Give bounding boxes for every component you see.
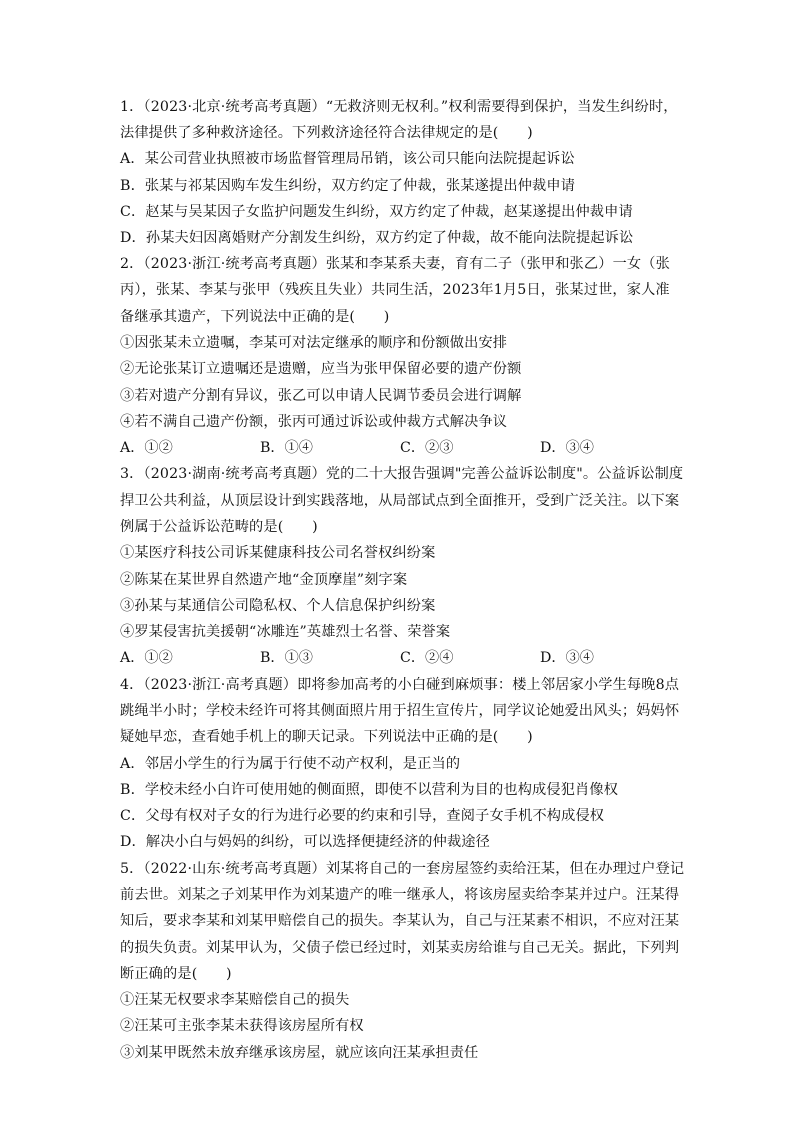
q4-option-b: B．学校未经小白许可使用她的侧面照，即使不以营利为目的也构成侵犯肖像权 [120, 782, 619, 798]
q2-option-c: C．②③ [400, 440, 454, 456]
q3-option-a: A．①② [120, 650, 173, 666]
q5-item-2: ②汪某可主张李某未获得该房屋所有权 [120, 1018, 364, 1034]
q4-line-2: 跳绳半小时；学校未经许可将其侧面照片用于招生宣传片，同学议论她爱出风头；妈妈怀 [120, 703, 680, 719]
q1-option-b: B．张某与祁某因购车发生纠纷，双方约定了仲裁，张某遂提出仲裁申请 [120, 178, 576, 194]
q4-option-d: D．解决小白与妈妈的纠纷，可以选择便捷经济的仲裁途径 [120, 834, 490, 850]
q4-option-a: A．邻居小学生的行为属于行使不动产权利，是正当的 [120, 756, 461, 772]
q3-line-2: 捍卫公共利益，从顶层设计到实践落地，从局部试点到全面推开，受到广泛关注。以下案 [120, 493, 680, 509]
q3-item-3: ③孙某与某通信公司隐私权、个人信息保护纠纷案 [120, 598, 436, 614]
q2-options [120, 438, 700, 458]
q5-line-5: 断正确的是( ) [120, 966, 232, 982]
q2-option-d: D．③④ [540, 440, 594, 456]
q4-option-c: C．父母有权对子女的行为进行必要的约束和引导，查阅子女手机不构成侵权 [120, 808, 605, 824]
q2-item-1: ①因张某未立遗嘱，李某可对法定继承的顺序和份额做出安排 [120, 335, 508, 351]
q5-line-3: 知后，要求李某和刘某甲赔偿自己的损失。李某认为，自己与汪某素不相识，不应对汪某 [120, 913, 680, 929]
q1-option-c: C．赵某与吴某因子女监护问题发生纠纷，双方约定了仲裁，赵某遂提出仲裁申请 [120, 204, 633, 220]
q5-item-1: ①汪某无权要求李某赔偿自己的损失 [120, 992, 350, 1008]
q2-line-2: 丙），张某、李某与张甲（残疾且失业）共同生活，2023年1月5日，张某过世，家人准 [120, 282, 670, 298]
q3-options [120, 648, 700, 668]
q2-option-b: B．①④ [260, 440, 313, 456]
q1-option-d: D．孙某夫妇因离婚财产分割发生纠纷，双方约定了仲裁，故不能向法院提起诉讼 [120, 230, 634, 246]
q5-item-3: ③刘某甲既然未放弃继承该房屋，就应该向汪某承担责任 [120, 1045, 479, 1061]
q3-item-1: ①某医疗科技公司诉某健康科技公司名誉权纠纷案 [120, 545, 436, 561]
q4-line-1: 4．（2023·浙江·高考真题）即将参加高考的小白碰到麻烦事：楼上邻居家小学生每晚8点 [120, 677, 680, 693]
q3-option-c: C．②④ [400, 650, 454, 666]
q3-item-4: ④罗某侵害抗美援朝“冰雕连”英雄烈士名誉、荣誉案 [120, 624, 451, 640]
q5-line-2: 前去世。刘某之子刘某甲作为刘某遗产的唯一继承人，将该房屋卖给李某并过户。汪某得 [120, 887, 680, 903]
q5-line-4: 的损失负责。刘某甲认为，父债子偿已经过时，刘某卖房给谁与自己无关。据此，下列判 [120, 940, 680, 956]
q2-item-4: ④若不满自己遗产份额，张丙可通过诉讼或仲裁方式解决争议 [120, 414, 508, 430]
q1-line-1: 1．（2023·北京·统考高考真题）“无救济则无权利。”权利需要得到保护，当发生纠纷时， [120, 99, 678, 115]
q1-option-a: A．某公司营业执照被市场监督管理局吊销，该公司只能向法院提起诉讼 [120, 151, 575, 167]
q3-line-3: 例属于公益诉讼范畴的是( ) [120, 519, 318, 535]
q2-item-2: ②无论张某订立遗嘱还是遗赠，应当为张甲保留必要的遗产份额 [120, 361, 522, 377]
q4-line-3: 疑她早恋，查看她手机上的聊天记录。下列说法中正确的是( ) [120, 729, 533, 745]
q1-line-2: 法律提供了多种救济途径。下列救济途径符合法律规定的是( ) [120, 125, 533, 141]
q2-line-1: 2．（2023·浙江·统考高考真题）张某和李某系夫妻，育有二子（张甲和张乙）一女（张 [120, 256, 670, 272]
q5-line-1: 5．（2022·山东·统考高考真题）刘某将自己的一套房屋签约卖给汪某，但在办理过户登记 [120, 861, 685, 877]
q3-option-b: B．①③ [260, 650, 313, 666]
q3-option-d: D．③④ [540, 650, 594, 666]
q3-item-2: ②陈某在某世界自然遗产地“金顶摩崖”刻字案 [120, 572, 408, 588]
q2-item-3: ③若对遗产分割有异议，张乙可以申请人民调节委员会进行调解 [120, 388, 522, 404]
q2-option-a: A．①② [120, 440, 173, 456]
q2-line-3: 备继承其遗产，下列说法中正确的是( ) [120, 309, 390, 325]
q3-line-1: 3．（2023·湖南·统考高考真题）党的二十大报告强调"完善公益诉讼制度"。公益诉讼制度 [120, 466, 684, 482]
